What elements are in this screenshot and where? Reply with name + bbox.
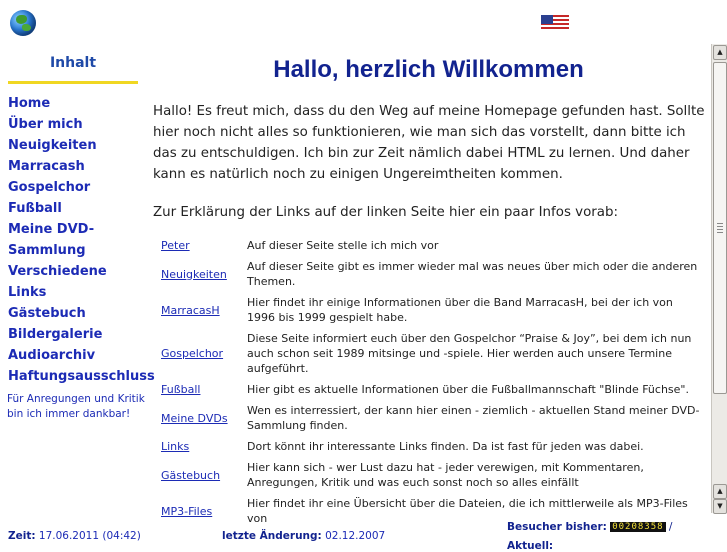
link-description: Hier kann sich - wer Lust dazu hat - jeder verewigen, mit Kommentaren, Anregungen, Kritik und was euch sonst noch so alles einfällt [247,461,644,489]
link-neuigkeiten[interactable]: Neuigkeiten [161,267,227,281]
link-description: Hier findet ihr eine Übersicht über die Dateien, die ich mittlerweile als MP3-Files von [247,497,688,525]
sidebar-item-dvd[interactable]: Meine DVD- [8,222,95,237]
links-table [157,235,707,529]
sidebar-item-ueber-mich[interactable]: Über mich [8,117,83,132]
table-row [157,328,707,379]
sidebar-divider [8,81,138,84]
table-row [157,379,707,400]
sidebar-item-marracash[interactable]: Marracash [8,159,85,174]
visitors-label: Besucher bisher: [507,521,607,533]
sidebar-item-bildergalerie[interactable]: Bildergalerie [8,327,103,342]
scroll-down-icon[interactable]: ▼ [713,499,727,514]
link-mp3[interactable]: MP3-Files [161,504,213,518]
globe-icon [10,10,36,36]
feedback-note: Für Anregungen und Kritik bin ich immer dankbar! [7,393,145,420]
counter-separator: / [668,521,673,533]
link-gospelchor[interactable]: Gospelchor [161,347,224,360]
link-dvds[interactable]: Meine DVDs [161,411,228,425]
link-description: Diese Seite informiert euch über den Gospelchor “Praise & Joy”, bei dem ich nun auch schon seit 1989 mitsinge und -spiele. Hier werden auch unsere Termine aufgeführt. [247,332,692,375]
time-display [8,530,141,542]
sidebar-item-haftungsausschluss[interactable]: Haftungsausschluss [8,369,155,384]
sidebar-item-fussball[interactable]: Fußball [8,201,62,216]
change-label: letzte Änderung: [222,530,322,542]
link-gaestebuch[interactable]: Gästebuch [161,468,221,482]
sidebar-heading: Inhalt [49,55,97,71]
table-row [157,256,707,292]
scrollbar[interactable] [711,44,727,513]
link-description: Hier findet ihr einige Informationen über die Band MarracasH, bei der ich von 1996 bis 1999 gespielt habe. [247,296,673,324]
visitor-counter [507,521,672,533]
sidebar-item-gospelchor[interactable]: Gospelchor [8,180,91,195]
page-title: Hallo, herzlich Willkommen [273,56,584,83]
current-visitors: Aktuell: [507,540,554,552]
scroll-up-icon[interactable]: ▲ [713,484,727,499]
link-peter[interactable]: Peter [161,239,190,252]
footer [0,516,727,552]
link-marracash[interactable]: MarracasH [161,303,220,317]
link-fussball[interactable]: Fußball [161,383,201,396]
link-description: Wen es interressiert, der kann hier einen - ziemlich - aktuellen Stand meiner DVD-Sammlung finden. [247,404,700,432]
table-row [157,400,707,436]
table-row [157,457,707,493]
time-value: 17.06.2011 (04:42) [38,530,141,542]
change-value: 02.12.2007 [325,530,386,542]
intro-text: Hallo! Es freut mich, dass du den Weg auf meine Homepage gefunden hast. Sollte hier noch nicht alles so funktionieren, wie man sich das vorstellt, dann bitte ich das zu entschuldigen. Ich bin zur Zeit nämlich dabei HTML zu lernen. Und daher kann es natürlich noch zu einigen Ungereimtheiten kommen. [153,104,705,182]
scrollbar-thumb[interactable] [713,62,727,394]
main-content [153,46,713,525]
sidebar-item-gaestebuch[interactable]: Gästebuch [8,306,86,321]
flag-canton [541,15,553,24]
table-row [157,292,707,328]
us-flag-icon[interactable] [541,15,569,31]
link-description: Hier gibt es aktuelle Informationen über die Fußballmannschaft "Blinde Füchse". [247,383,689,396]
link-links[interactable]: Links [161,440,190,453]
sidebar-item-audioarchiv[interactable]: Audioarchiv [8,348,96,363]
link-description: Dort könnt ihr interessante Links finden. Da ist fast für jeden was dabei. [247,440,644,453]
sidebar-nav [8,93,155,387]
sidebar-item-links[interactable]: Verschiedene Links [8,264,107,300]
link-description: Auf dieser Seite gibt es immer wieder mal was neues über mich oder die anderen Themen. [247,260,698,288]
counter-value: 00208358 [612,522,664,532]
sidebar-item-dvd-line2[interactable]: Sammlung [8,243,86,258]
sidebar-item-home[interactable]: Home [8,96,51,111]
links-intro-text: Zur Erklärung der Links auf der linken Seite hier ein paar Infos vorab: [153,205,619,220]
sidebar-item-neuigkeiten[interactable]: Neuigkeiten [8,138,97,153]
last-change [222,530,385,542]
table-row [157,436,707,457]
grip-icon [717,223,723,235]
table-row [157,235,707,256]
scroll-up-icon[interactable]: ▲ [713,45,727,60]
link-description: Auf dieser Seite stelle ich mich vor [247,239,439,252]
time-label: Zeit: [8,530,36,542]
